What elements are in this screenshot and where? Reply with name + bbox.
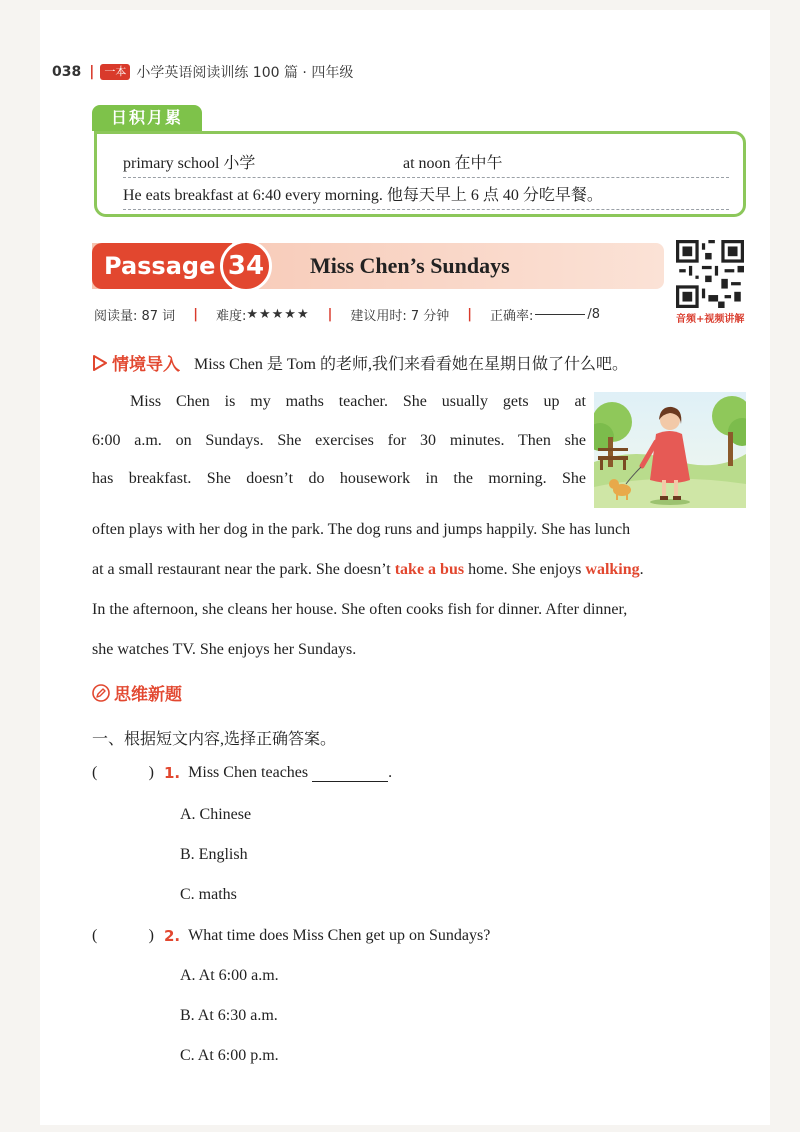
qr-code-icon[interactable] [676,240,744,308]
accuracy-blank[interactable] [535,314,585,315]
vocab-item-primary-school: primary school 小学 [123,155,256,172]
difficulty-label: 难度: [215,309,247,324]
stats-divider: | [467,307,473,322]
vocab-line-1 [123,150,729,178]
passage-line: 6:00 a.m. on Sundays. She exercises for 30 minutes. Then she [92,431,586,449]
option-1c[interactable]: C. maths [180,886,237,903]
stats-divider: | [193,307,198,322]
option-2a[interactable]: A. At 6:00 a.m. [180,967,279,984]
header-divider: | [89,64,95,80]
option-1b[interactable]: B. English [180,846,248,863]
passage-line: has breakfast. She doesn’t do housework in the morning. She [92,470,586,487]
option-2b[interactable]: B. At 6:30 a.m. [180,1007,278,1024]
passage-line: In the afternoon, she cleans her house. She often cooks fish for dinner. After dinner, [92,601,628,618]
question-stem: What time does Miss Chen get up on Sundays? [188,927,491,944]
word-count: 阅读量: 87 词 [94,309,176,324]
question-number: 2. [164,927,181,945]
page-number: 038 [52,64,82,80]
vocab-line-2: He eats breakfast at 6:40 every morning. 他每天早上 6 点 40 分吃早餐。 [123,182,729,210]
passage-text-top [92,383,586,499]
page-header [52,62,353,82]
passage-label: Passage [92,243,232,289]
answer-paren[interactable]: ( ) [92,764,154,781]
option-1a[interactable]: A. Chinese [180,806,252,823]
passage-line: often plays with her dog in the park. The dog runs and jumps happily. She has lunch [92,521,631,538]
passage-title: Miss Chen’s Sundays [310,253,510,278]
highlight-walking: walking [585,561,640,578]
suggested-time: 建议用时: 7 分钟 [350,309,450,324]
passage-banner [92,243,664,289]
passage-number: 34 [220,240,272,292]
intro-line [92,350,628,375]
woman-walking-dog-illustration [594,392,746,508]
section-title: 思维新题 [92,680,182,705]
intro-label: 情境导入 [112,355,180,375]
book-title: 小学英语阅读训练 100 篇 · 四年级 [136,65,354,81]
passage-line: at a small restaurant near the park. She doesn’t take a bus home. She enjoys walking. [92,561,644,578]
qr-caption: 音频+视频讲解 [676,314,745,325]
pencil-icon [92,684,110,702]
passage-line: she watches TV. She enjoys her Sundays. [92,641,357,658]
question-2 [92,927,490,945]
triangle-arrow-icon [92,355,108,371]
difficulty-stars: ★★★★★ [246,307,310,322]
vocab-box [94,131,746,217]
question-instruction: 一、根据短文内容,选择正确答案。 [92,731,337,748]
question-number: 1. [164,764,181,782]
passage-line: Miss Chen is my maths teacher. She usually gets up at [130,393,586,410]
passage-stats [94,305,600,324]
question-1: ( ) 1. Miss Chen teaches . [92,764,393,782]
option-2c[interactable]: C. At 6:00 p.m. [180,1047,279,1064]
vocab-item-at-noon: at noon 在中午 [403,155,503,172]
answer-blank[interactable] [312,764,388,782]
passage-text-bottom [92,510,748,670]
highlight-take-a-bus: take a bus [394,561,465,578]
answer-paren[interactable]: ( ) [92,927,154,944]
question-stem: Miss Chen teaches [188,764,309,781]
accuracy-label: 正确率: [490,309,534,324]
accuracy-total: /8 [587,307,601,322]
intro-text: Miss Chen 是 Tom 的老师,我们来看看她在星期日做了什么吧。 [194,356,629,373]
vocab-tag: 日积月累 [92,105,202,131]
brand-logo: 一本 [100,64,130,80]
stats-divider: | [327,307,333,322]
